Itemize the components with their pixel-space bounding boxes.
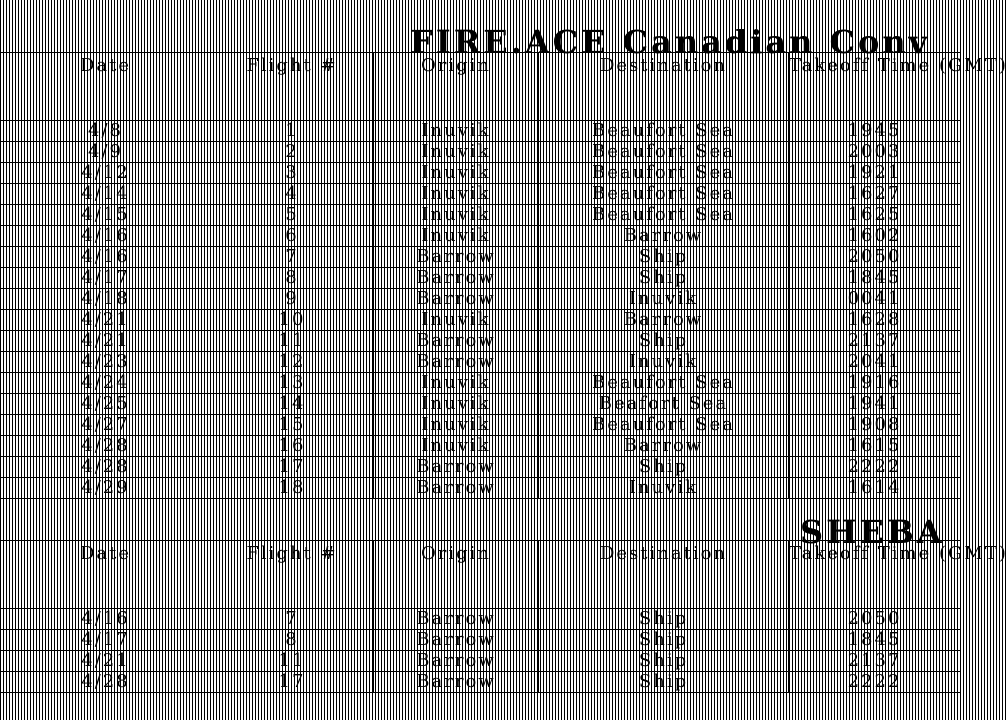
flight-number-cell: 16 <box>211 436 374 457</box>
destination-cell: Inuvik <box>539 352 789 373</box>
destination-cell: Barrow <box>539 310 789 331</box>
date-cell: 4/17 <box>1 630 211 651</box>
date-cell: 4/9 <box>1 142 211 163</box>
takeoff-time-cell: 2041 <box>789 352 961 373</box>
origin-cell: Inuvik <box>374 184 539 205</box>
flight-number-cell: 9 <box>211 289 374 310</box>
takeoff-time-cell: 1614 <box>789 478 961 499</box>
table-row <box>1 247 961 268</box>
origin-cell: Barrow <box>374 247 539 268</box>
origin-cell: Barrow <box>374 630 539 651</box>
takeoff-time-cell: 2003 <box>789 142 961 163</box>
sheba-flight-table <box>0 540 1008 693</box>
destination-cell: Beaufort Sea <box>539 205 789 226</box>
origin-cell: Barrow <box>374 457 539 478</box>
takeoff-time-cell: 2222 <box>789 672 961 693</box>
table-row <box>1 478 961 499</box>
destination-cell: Beaufort Sea <box>539 373 789 394</box>
date-cell: 4/27 <box>1 415 211 436</box>
takeoff-time-cell: 2050 <box>789 609 961 630</box>
flight-number-cell: 13 <box>211 373 374 394</box>
date-cell: 4/21 <box>1 310 211 331</box>
date-cell: 4/24 <box>1 373 211 394</box>
takeoff-time-cell: 2222 <box>789 457 961 478</box>
origin-cell: Barrow <box>374 651 539 672</box>
table-row <box>1 121 961 142</box>
takeoff-time-cell: 1602 <box>789 226 961 247</box>
origin-cell: Barrow <box>374 289 539 310</box>
takeoff-time-cell: 2137 <box>789 651 961 672</box>
date-cell: 4/15 <box>1 205 211 226</box>
date-cell: 4/16 <box>1 226 211 247</box>
date-cell: 4/28 <box>1 436 211 457</box>
destination-column-header: Destination <box>539 541 789 609</box>
takeoff-time-cell: 2050 <box>789 247 961 268</box>
table-row <box>1 226 961 247</box>
destination-cell: Ship <box>539 457 789 478</box>
date-cell: 4/21 <box>1 651 211 672</box>
origin-column-header: Origin <box>374 53 539 121</box>
flight-number-cell: 7 <box>211 247 374 268</box>
origin-cell: Inuvik <box>374 394 539 415</box>
flight-number-cell: 2 <box>211 142 374 163</box>
origin-cell: Barrow <box>374 478 539 499</box>
table-row <box>1 373 961 394</box>
destination-cell: Ship <box>539 247 789 268</box>
table-row <box>1 331 961 352</box>
table-row <box>1 268 961 289</box>
flight-number-cell: 12 <box>211 352 374 373</box>
flight-number-cell: 8 <box>211 630 374 651</box>
takeoff-time-cell: 1627 <box>789 184 961 205</box>
takeoff-time-cell: 1628 <box>789 310 961 331</box>
takeoff-time-cell: 2137 <box>789 331 961 352</box>
date-cell: 4/8 <box>1 121 211 142</box>
fire-ace-flight-table <box>0 52 1008 499</box>
takeoff-time-cell: 1921 <box>789 163 961 184</box>
origin-cell: Barrow <box>374 609 539 630</box>
date-cell: 4/25 <box>1 394 211 415</box>
date-cell: 4/28 <box>1 457 211 478</box>
origin-cell: Barrow <box>374 672 539 693</box>
destination-cell: Ship <box>539 672 789 693</box>
flight-number-cell: 3 <box>211 163 374 184</box>
table-row <box>1 630 961 651</box>
destination-cell: Beaufort Sea <box>539 142 789 163</box>
date-column-header: Date <box>1 541 211 609</box>
sheba-title: SHEBA <box>800 513 945 551</box>
flight-number-cell: 4 <box>211 184 374 205</box>
date-cell: 4/18 <box>1 289 211 310</box>
sheba-table-body <box>1 609 961 693</box>
takeoff-time-cell: 1845 <box>789 268 961 289</box>
origin-cell: Inuvik <box>374 415 539 436</box>
table-row <box>1 609 961 630</box>
sheba-table-container <box>0 540 1008 692</box>
origin-cell: Inuvik <box>374 373 539 394</box>
takeoff-time-cell: 1845 <box>789 630 961 651</box>
takeoff-time-cell: 1615 <box>789 436 961 457</box>
destination-cell: Ship <box>539 331 789 352</box>
table-row <box>1 651 961 672</box>
origin-cell: Barrow <box>374 352 539 373</box>
origin-column-header: Origin <box>374 541 539 609</box>
destination-cell: Barrow <box>539 226 789 247</box>
date-cell: 4/14 <box>1 184 211 205</box>
origin-cell: Inuvik <box>374 205 539 226</box>
fire-ace-table-body <box>1 121 961 499</box>
table-row <box>1 352 961 373</box>
flight-number-column-header: Flight # <box>211 53 374 121</box>
takeoff-time-column-header: Takeoff Time (GMT) <box>789 541 961 609</box>
flight-number-cell: 18 <box>211 478 374 499</box>
takeoff-time-cell: 1625 <box>789 205 961 226</box>
destination-cell: Beaufort Sea <box>539 121 789 142</box>
flight-number-cell: 6 <box>211 226 374 247</box>
origin-cell: Inuvik <box>374 310 539 331</box>
date-cell: 4/16 <box>1 247 211 268</box>
date-column-header: Date <box>1 53 211 121</box>
table-row <box>1 672 961 693</box>
table-row <box>1 163 961 184</box>
flight-number-cell: 17 <box>211 457 374 478</box>
date-cell: 4/28 <box>1 672 211 693</box>
origin-cell: Barrow <box>374 268 539 289</box>
destination-cell: Ship <box>539 268 789 289</box>
takeoff-time-cell: 1941 <box>789 394 961 415</box>
fire-ace-title: FIRE.ACE Canadian Conv <box>410 23 931 61</box>
destination-cell: Barrow <box>539 436 789 457</box>
date-cell: 4/21 <box>1 331 211 352</box>
destination-cell: Ship <box>539 609 789 630</box>
fire-ace-table-container <box>0 52 1008 498</box>
destination-column-header: Destination <box>539 53 789 121</box>
table-header-row <box>1 541 961 609</box>
flight-number-cell: 8 <box>211 268 374 289</box>
flight-number-cell: 17 <box>211 672 374 693</box>
flight-number-cell: 14 <box>211 394 374 415</box>
date-cell: 4/23 <box>1 352 211 373</box>
origin-cell: Inuvik <box>374 121 539 142</box>
origin-cell: Inuvik <box>374 226 539 247</box>
takeoff-time-cell: 1916 <box>789 373 961 394</box>
table-row <box>1 205 961 226</box>
origin-cell: Inuvik <box>374 163 539 184</box>
takeoff-time-cell: 1908 <box>789 415 961 436</box>
origin-cell: Inuvik <box>374 436 539 457</box>
destination-cell: Beaufort Sea <box>539 184 789 205</box>
takeoff-time-cell: 0041 <box>789 289 961 310</box>
table-row <box>1 184 961 205</box>
origin-cell: Inuvik <box>374 142 539 163</box>
flight-number-column-header: Flight # <box>211 541 374 609</box>
destination-cell: Ship <box>539 630 789 651</box>
destination-cell: Inuvik <box>539 478 789 499</box>
takeoff-time-cell: 1945 <box>789 121 961 142</box>
flight-number-cell: 11 <box>211 651 374 672</box>
flight-number-cell: 5 <box>211 205 374 226</box>
destination-cell: Beaufort Sea <box>539 163 789 184</box>
table-row <box>1 394 961 415</box>
origin-cell: Barrow <box>374 331 539 352</box>
table-row <box>1 289 961 310</box>
date-cell: 4/12 <box>1 163 211 184</box>
flight-number-cell: 7 <box>211 609 374 630</box>
destination-cell: Beaufort Sea <box>539 415 789 436</box>
destination-cell: Ship <box>539 651 789 672</box>
destination-cell: Inuvik <box>539 289 789 310</box>
table-row <box>1 142 961 163</box>
table-header-row <box>1 53 961 121</box>
table-row <box>1 310 961 331</box>
date-cell: 4/17 <box>1 268 211 289</box>
flight-number-cell: 15 <box>211 415 374 436</box>
takeoff-time-column-header: Takeoff Time (GMT) <box>789 53 961 121</box>
date-cell: 4/29 <box>1 478 211 499</box>
destination-cell: Beafort Sea <box>539 394 789 415</box>
table-row <box>1 415 961 436</box>
date-cell: 4/16 <box>1 609 211 630</box>
table-row <box>1 457 961 478</box>
flight-number-cell: 10 <box>211 310 374 331</box>
table-row <box>1 436 961 457</box>
flight-number-cell: 11 <box>211 331 374 352</box>
flight-number-cell: 1 <box>211 121 374 142</box>
